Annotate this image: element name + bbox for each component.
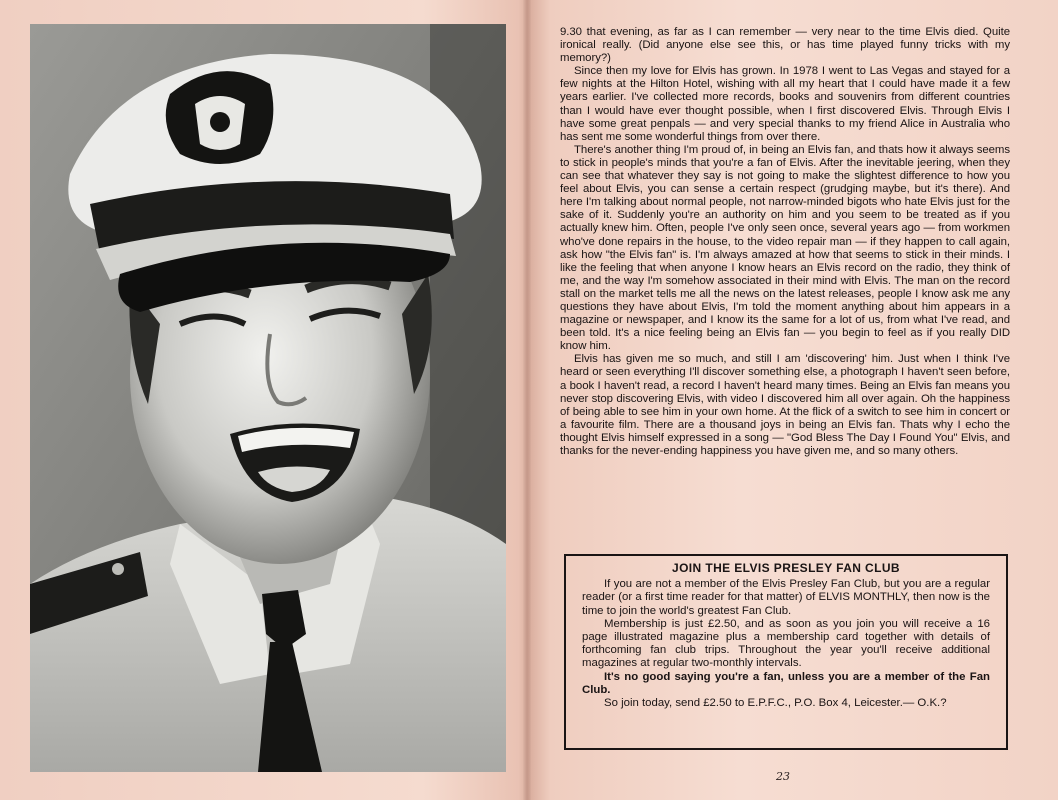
fan-club-box: [564, 554, 1008, 750]
article-paragraph: Elvis has given me so much, and still I am 'discovering' him. Just when I think I've heard or seen everything I'll discover something else, a photograph I haven't seen before, a book I haven't read, a record I haven't heard many times. Being an Elvis fan means you never stop discovering Elvis, with video I discovered him all over again. Oh the happiness of being able to see him in your own home. At the flick of a switch to see him in concert or a favourite film. There are a thousand joys in being an Elvis fan. Thats why I echo the thought Elvis himself expressed in a song — "God Bless The Day I Found You" Elvis, and thanks for the never-ending happiness you have given me, and so many others.: [560, 353, 1010, 457]
article-paragraph: 9.30 that evening, as far as I can remember — very near to the time Elvis died. Quite ironical really. (Did anyone else see this, or has time played funny tricks with my memory?): [560, 26, 1010, 65]
elvis-photo: [30, 24, 506, 772]
fan-club-title: JOIN THE ELVIS PRESLEY FAN CLUB: [672, 561, 900, 575]
fan-club-closing: So join today, send £2.50 to E.P.F.C., P.O. Box 4, Leicester.— O.K.?: [604, 697, 947, 710]
article-paragraph: There's another thing I'm proud of, in being an Elvis fan, and thats how it always seems to stick in people's minds that you're a fan of Elvis. After the inevitable jeering, when they can see that whatever they say is not going to make the slightest difference to how you feel about Elvis, you can sense a certain respect (grudging maybe, but it's there). And here I'm talking about normal people, not narrow-minded bigots who hate Elvis just for the sake of it. Suddenly you're an authority on him and you seem to be treated as if you actually knew him. Often, people I've only seen once, several years ago — from workmen who've done repairs in the house, to the video repair man — if they happen to call again, ask how "the Elvis fan" is. I'm always amazed at how that seems to stick in their minds. I like the feeling that when anyone I know hears an Elvis record on the radio, they think of me, and the way I'm somehow associated in their mind with Elvis. The man on the record stall on the market tells me all the news on the latest releases, people I know ask me any questions they have about Elvis, I'm told the moment anything about him appears in a magazine or newspaper, and I know its the same for a lot of us, from what I've read, and been told. It's a nice feeling being an Elvis fan — you begin to feel as if you really DID know him.: [560, 143, 1010, 353]
page-gutter: [523, 0, 531, 800]
fan-club-paragraph: If you are not a member of the Elvis Presley Fan Club, but you are a regular reader (or a first time reader for that matter) of ELVIS MONTHLY, then now is the time to join the world's greatest Fan Club.: [582, 578, 990, 617]
page-number: 23: [776, 770, 790, 783]
article-text: [560, 26, 1010, 458]
article-paragraph: Since then my love for Elvis has grown. In 1978 I went to Las Vegas and stayed for a few nights at the Hilton Hotel, wishing with all my heart that I could have made it a few years earlier. I've collected more records, books and souvenirs from different countries than I would have ever thought possible, when I first discovered Elvis. Through Elvis I have some great penpals — and very special thanks to my friend Alice in Australia who has sent me some wonderful things from over there.: [560, 65, 1010, 143]
fan-club-paragraph: Membership is just £2.50, and as soon as you join you will receive a 16 page illustrated magazine plus a membership card together with details of forthcoming fan club trips. Throughout the year you'll receive additional magazines at regular two-monthly intervals.: [582, 617, 990, 670]
fan-club-bold-paragraph: It's no good saying you're a fan, unless you are a member of the Fan Club.: [582, 670, 990, 696]
